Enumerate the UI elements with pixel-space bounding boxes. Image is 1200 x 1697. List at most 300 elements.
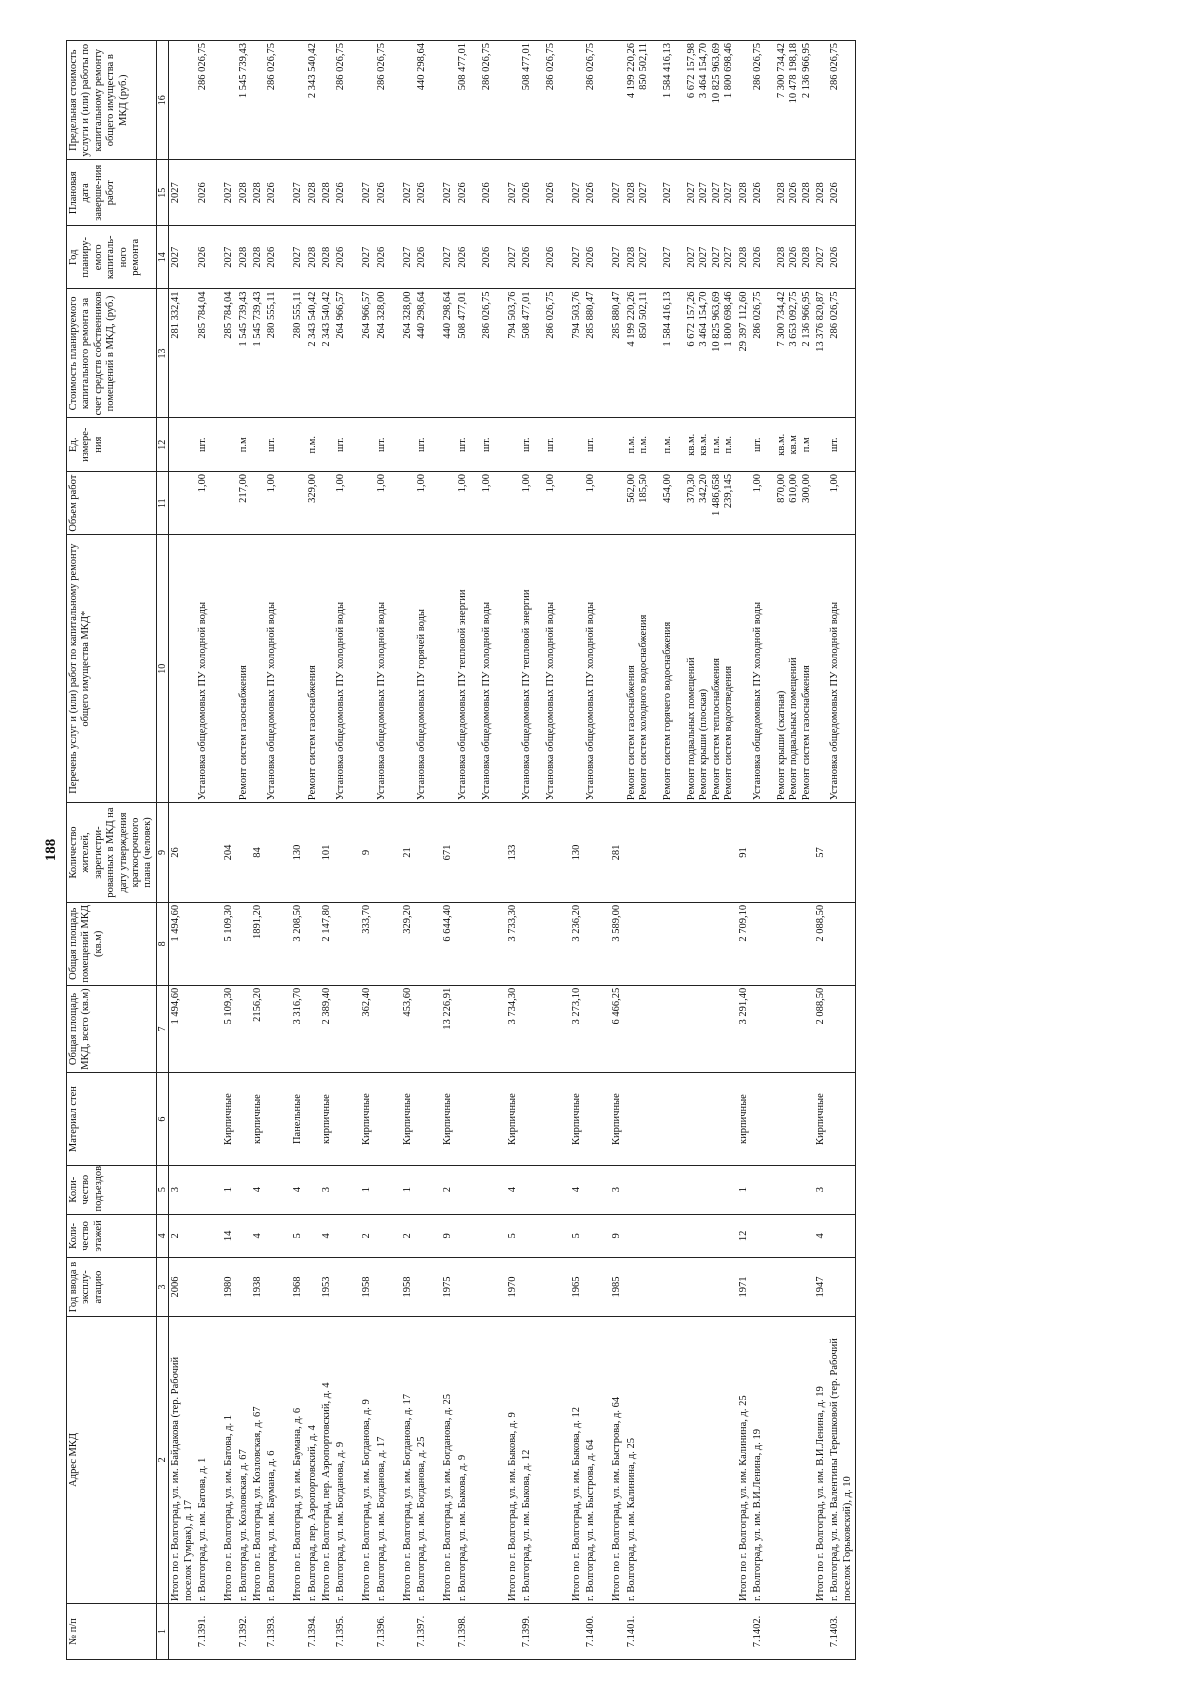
work-unit: шт. [520, 437, 532, 452]
work-name-cell [251, 535, 265, 803]
work-volume-cell [320, 472, 334, 535]
max-cost: 286 026,75 [197, 43, 209, 91]
row-number: 7.1402. [751, 1604, 814, 1660]
completion-date: 2028 [321, 182, 333, 204]
completion-date: 2026 [520, 182, 532, 204]
work-cost: 285 880,47 [585, 291, 597, 339]
completion-date: 2028 [737, 182, 749, 204]
address-cell: Итого по г. Волгоград, ул. Козловская, д. 67 [251, 1316, 265, 1603]
work-cost: 440 298,64 [442, 291, 454, 339]
premises-area-cell [625, 902, 737, 985]
floors-cell [584, 1214, 610, 1258]
work-cost: 264 328,00 [375, 291, 387, 339]
year-built-cell [456, 1258, 506, 1316]
max-cost: 286 026,75 [829, 43, 841, 91]
work-unit-cell [306, 418, 320, 472]
total-area-cell [828, 985, 855, 1073]
table-body [169, 41, 856, 1660]
table-row-total [570, 41, 584, 1660]
max-cost-cell [320, 41, 334, 160]
max-cost: 4 199 220,26 [625, 43, 637, 99]
repair-year: 2027 [442, 246, 454, 268]
completion-date: 2026 [585, 182, 597, 204]
work-name: Установка общедомовых ПУ холодной воды [335, 601, 347, 801]
column-header: Адрес МКД [67, 1316, 157, 1603]
work-volume: 1,00 [585, 474, 597, 493]
total-area-cell [456, 985, 506, 1073]
wall-material-cell [375, 1073, 401, 1166]
repair-year: 2027 [506, 246, 518, 268]
completion-date-cell [401, 160, 415, 226]
work-volume-cell [360, 472, 374, 535]
wall-material-cell [306, 1073, 320, 1166]
premises-area-cell [828, 902, 855, 985]
repair-year: 2027 [570, 246, 582, 268]
work-name-cell [265, 535, 291, 803]
work-unit-cell [237, 418, 251, 472]
row-number: 7.1396. [375, 1604, 401, 1660]
row-number [610, 1604, 624, 1660]
completion-date: 2028 [800, 182, 812, 204]
premises-area-cell [306, 902, 320, 985]
work-volume: 1,00 [544, 474, 556, 493]
completion-date-cell [265, 160, 291, 226]
work-cost: 7 300 734,42 [775, 291, 787, 347]
completion-date-cell [814, 160, 828, 226]
work-volume: 1,00 [266, 474, 278, 493]
work-volume: 1,00 [375, 474, 387, 493]
row-number: 7.1401. [625, 1604, 737, 1660]
work-cost-cell [291, 289, 305, 418]
year-built-cell [584, 1258, 610, 1316]
wall-material-cell: Кирпичные [814, 1073, 828, 1166]
completion-date: 2028 [815, 182, 827, 204]
work-name: Ремонт крыши (скатная) [775, 690, 787, 801]
max-cost: 1 800 698,46 [723, 43, 735, 99]
work-volume-cell [415, 472, 441, 535]
work-unit-cell [196, 418, 222, 472]
completion-date: 2027 [223, 182, 235, 204]
completion-date-cell [415, 160, 441, 226]
max-cost-cell [737, 41, 751, 160]
completion-date-cell [520, 160, 570, 226]
work-cost-cell [441, 289, 455, 418]
work-unit-cell [320, 418, 334, 472]
total-area-cell: 3 734,30 [506, 985, 520, 1073]
year-built-cell: 1975 [441, 1258, 455, 1316]
completion-date: 2027 [506, 182, 518, 204]
entrances-cell [306, 1165, 320, 1214]
max-cost: 286 026,75 [544, 43, 556, 91]
max-cost: 6 672 157,98 [686, 43, 698, 99]
work-cost: 2 136 966,95 [800, 291, 812, 347]
max-cost-cell [441, 41, 455, 160]
floors-cell [375, 1214, 401, 1258]
completion-date: 2028 [775, 182, 787, 204]
year-built-cell [415, 1258, 441, 1316]
completion-date-cell [196, 160, 222, 226]
row-number [737, 1604, 751, 1660]
work-cost-cell [584, 289, 610, 418]
residents-cell [625, 803, 737, 903]
repair-year-cell [751, 226, 814, 289]
repair-year: 2027 [662, 246, 674, 268]
max-cost: 1 545 739,43 [237, 43, 249, 99]
entrances-cell [828, 1165, 855, 1214]
floors-cell: 4 [251, 1214, 265, 1258]
year-built-cell: 1965 [570, 1258, 584, 1316]
address-cell: Итого по г. Волгоград, ул. им. Богданова, д. 17 [401, 1316, 415, 1603]
column-number: 15 [156, 160, 169, 226]
column-number: 1 [156, 1604, 169, 1660]
wall-material-cell [520, 1073, 570, 1166]
max-cost: 850 502,11 [638, 43, 650, 90]
max-cost-cell [610, 41, 624, 160]
work-unit-cell [291, 418, 305, 472]
work-unit: п.м. [723, 435, 735, 454]
total-area-cell: 3 291,40 [737, 985, 751, 1073]
work-unit: кв.м. [775, 433, 787, 456]
address-cell: Итого по г. Волгоград, ул. им. Баумана, д. 6 [291, 1316, 305, 1603]
completion-date-cell [584, 160, 610, 226]
address-cell: г. Волгоград, ул. им. Быкова, д. 9 [456, 1316, 506, 1603]
work-volume-cell [222, 472, 236, 535]
work-cost-cell [625, 289, 737, 418]
entrances-cell: 1 [737, 1165, 751, 1214]
work-unit: шт. [829, 437, 841, 452]
completion-date: 2027 [442, 182, 454, 204]
row-number: 7.1403. [828, 1604, 855, 1660]
max-cost-cell [814, 41, 828, 160]
total-area-cell: 13 226,91 [441, 985, 455, 1073]
total-area-cell [334, 985, 360, 1073]
address-cell: г. Волгоград, ул. им. Калинина, д. 25 [625, 1316, 737, 1603]
work-cost: 286 026,75 [829, 291, 841, 339]
work-volume: 610,00 [788, 474, 800, 503]
repair-year-cell [625, 226, 737, 289]
work-volume-cell [584, 472, 610, 535]
table-row-total [360, 41, 374, 1660]
completion-date-cell [441, 160, 455, 226]
work-unit: п.м. [625, 435, 637, 454]
entrances-cell: 3 [610, 1165, 624, 1214]
work-cost: 280 555,11 [292, 291, 304, 339]
work-unit: шт. [585, 437, 597, 452]
entrances-cell [334, 1165, 360, 1214]
completion-date: 2026 [544, 182, 556, 204]
column-header: Коли-чество подъездов [67, 1165, 157, 1214]
total-area-cell [306, 985, 320, 1073]
repair-year: 2027 [611, 246, 623, 268]
work-volume: 454,00 [662, 474, 674, 503]
year-built-cell [625, 1258, 737, 1316]
address-cell: г. Волгоград, ул. им. Богданова, д. 17 [375, 1316, 401, 1603]
completion-date-cell [625, 160, 737, 226]
repair-year-cell [828, 226, 855, 289]
wall-material-cell [196, 1073, 222, 1166]
max-cost: 286 026,75 [335, 43, 347, 91]
total-area-cell [237, 985, 251, 1073]
completion-date-cell [360, 160, 374, 226]
completion-date-cell [320, 160, 334, 226]
work-unit-cell [751, 418, 814, 472]
work-volume-cell [306, 472, 320, 535]
floors-cell: 2 [401, 1214, 415, 1258]
repair-year-cell [169, 226, 196, 289]
work-unit-cell [737, 418, 751, 472]
work-volume-cell [169, 472, 196, 535]
repair-year-cell [306, 226, 320, 289]
work-name-cell [222, 535, 236, 803]
work-volume-cell [520, 472, 570, 535]
work-volume: 300,00 [800, 474, 812, 503]
work-cost: 29 397 112,60 [737, 291, 749, 352]
work-name: Ремонт подвальных помещений [788, 657, 800, 801]
work-volume-cell [506, 472, 520, 535]
table-row-item [625, 41, 737, 1660]
address-cell: Итого по г. Волгоград, ул. им. Калинина, д. 25 [737, 1316, 751, 1603]
work-volume-cell [441, 472, 455, 535]
max-cost-cell [570, 41, 584, 160]
work-name-cell [737, 535, 751, 803]
residents-cell: 130 [291, 803, 305, 903]
work-unit: п.м [800, 437, 812, 453]
repair-year-cell [265, 226, 291, 289]
floors-cell [751, 1214, 814, 1258]
work-name: Установка общедомовых ПУ горячей воды [416, 609, 428, 801]
max-cost-cell [401, 41, 415, 160]
work-cost: 3 653 092,75 [788, 291, 800, 347]
work-volume: 1,00 [751, 474, 763, 493]
address-cell: г. Волгоград, ул. Козловская, д. 67 [237, 1316, 251, 1603]
work-volume-cell [375, 472, 401, 535]
repair-year-cell [570, 226, 584, 289]
max-cost-cell [237, 41, 251, 160]
max-cost: 10 825 963,69 [710, 43, 722, 104]
max-cost-cell [360, 41, 374, 160]
work-cost-cell [610, 289, 624, 418]
repair-year-cell [222, 226, 236, 289]
year-built-cell [751, 1258, 814, 1316]
total-area-cell: 2 389,40 [320, 985, 334, 1073]
repair-year-cell [456, 226, 506, 289]
work-volume: 239,145 [723, 474, 735, 509]
entrances-cell [456, 1165, 506, 1214]
address-cell: г. Волгоград, ул. им. Быстрова, д. 64 [584, 1316, 610, 1603]
work-cost-cell [222, 289, 236, 418]
completion-date: 2028 [251, 182, 263, 204]
wall-material-cell: Кирпичные [506, 1073, 520, 1166]
total-area-cell [375, 985, 401, 1073]
total-area-cell: 362,40 [360, 985, 374, 1073]
completion-date: 2026 [456, 182, 468, 204]
work-unit-cell [415, 418, 441, 472]
table-row-item [196, 41, 222, 1660]
work-name: Ремонт подвальных помещений [686, 657, 698, 801]
column-header: Перечень услуг и (или) работ по капитальному ремонту общего имущества МКД* [67, 535, 157, 803]
work-volume: 1,00 [416, 474, 428, 493]
work-unit: п.м. [710, 435, 722, 454]
residents-cell: 130 [570, 803, 584, 903]
total-area-cell: 1 494,60 [169, 985, 196, 1073]
work-volume: 562,00 [625, 474, 637, 503]
repair-year: 2026 [375, 246, 387, 268]
row-number: 7.1391. [196, 1604, 222, 1660]
completion-date-cell [169, 160, 196, 226]
work-cost-cell [751, 289, 814, 418]
work-unit: п.м. [638, 435, 650, 454]
max-cost-cell [251, 41, 265, 160]
wall-material-cell: Кирпичные [360, 1073, 374, 1166]
work-unit: п.м. [306, 435, 318, 454]
row-number [506, 1604, 520, 1660]
year-built-cell: 1985 [610, 1258, 624, 1316]
work-cost-cell [237, 289, 251, 418]
max-cost: 2 136 966,95 [800, 43, 812, 99]
address-cell: г. Волгоград, ул. им. Батова, д. 1 [196, 1316, 222, 1603]
work-unit-cell [456, 418, 506, 472]
work-volume: 1,00 [480, 474, 492, 493]
work-cost-cell [814, 289, 828, 418]
repair-year: 2026 [480, 246, 492, 268]
work-volume-cell [334, 472, 360, 535]
address-cell: Итого по г. Волгоград, ул. им. Быстрова, д. 64 [610, 1316, 624, 1603]
premises-area-cell: 6 644,40 [441, 902, 455, 985]
rotated-page [40, 40, 1160, 1660]
work-cost-cell [570, 289, 584, 418]
column-header: Общая площадь помещений МКД (кв.м) [67, 902, 157, 985]
work-cost: 6 672 157,26 [686, 291, 698, 347]
work-unit: кв.м. [698, 433, 710, 456]
work-volume-cell [610, 472, 624, 535]
completion-date-cell [251, 160, 265, 226]
residents-cell: 671 [441, 803, 455, 903]
work-cost-cell [265, 289, 291, 418]
wall-material-cell: кирпичные [320, 1073, 334, 1166]
work-unit: шт. [416, 437, 428, 452]
entrances-cell [415, 1165, 441, 1214]
work-name: Установка общедомовых ПУ тепловой энергии [456, 589, 468, 801]
work-unit-cell [520, 418, 570, 472]
table-row-item [751, 41, 814, 1660]
repair-year-cell [375, 226, 401, 289]
work-name: Установка общедомовых ПУ холодной воды [375, 601, 387, 801]
address-cell: г. Волгоград, пер. Аэропортовский, д. 4 [306, 1316, 320, 1603]
repair-year: 2027 [401, 246, 413, 268]
max-cost-cell [169, 41, 196, 160]
wall-material-cell [334, 1073, 360, 1166]
column-number: 2 [156, 1316, 169, 1603]
column-number: 9 [156, 803, 169, 903]
total-area-cell [265, 985, 291, 1073]
residents-cell [584, 803, 610, 903]
work-name-cell [814, 535, 828, 803]
year-built-cell [334, 1258, 360, 1316]
residents-cell: 21 [401, 803, 415, 903]
work-unit: шт. [480, 437, 492, 452]
address-cell: Итого по г. Волгоград, ул. им. Богданова, д. 25 [441, 1316, 455, 1603]
year-built-cell: 1980 [222, 1258, 236, 1316]
entrances-cell [196, 1165, 222, 1214]
work-cost: 1 545 739,43 [251, 291, 263, 347]
work-cost: 286 026,75 [480, 291, 492, 339]
repair-year: 2027 [361, 246, 373, 268]
repair-year: 2028 [306, 246, 318, 268]
row-number [251, 1604, 265, 1660]
work-volume-cell [196, 472, 222, 535]
work-name-cell [169, 535, 196, 803]
repair-year-cell [237, 226, 251, 289]
year-built-cell: 1947 [814, 1258, 828, 1316]
repair-year-cell [441, 226, 455, 289]
column-header: Предельная стоимость услуги и (или) работы по капитальному ремонту общего имущества в МКД (руб.) [67, 41, 157, 160]
address-cell: г. Волгоград, ул. им. Быкова, д. 12 [520, 1316, 570, 1603]
repair-year-cell [814, 226, 828, 289]
max-cost-cell [265, 41, 291, 160]
residents-cell [828, 803, 855, 903]
premises-area-cell: 329,20 [401, 902, 415, 985]
total-area-cell [584, 985, 610, 1073]
residents-cell [196, 803, 222, 903]
total-area-cell [520, 985, 570, 1073]
year-built-cell: 1971 [737, 1258, 751, 1316]
work-unit: п.м. [662, 435, 674, 454]
work-unit-cell [625, 418, 737, 472]
premises-area-cell [237, 902, 251, 985]
work-name: Ремонт систем газоснабжения [237, 665, 249, 801]
work-name-cell [375, 535, 401, 803]
year-built-cell [828, 1258, 855, 1316]
total-area-cell: 6 466,25 [610, 985, 624, 1073]
total-area-cell: 3 273,10 [570, 985, 584, 1073]
repair-year-cell [320, 226, 334, 289]
work-cost-cell [169, 289, 196, 418]
work-cost: 1 545 739,43 [237, 291, 249, 347]
year-built-cell: 1970 [506, 1258, 520, 1316]
repair-year-cell [415, 226, 441, 289]
work-cost: 3 464 154,70 [698, 291, 710, 347]
max-cost-cell [828, 41, 855, 160]
floors-cell: 4 [814, 1214, 828, 1258]
work-name-cell [196, 535, 222, 803]
residents-cell [265, 803, 291, 903]
work-unit-cell [814, 418, 828, 472]
residents-cell [456, 803, 506, 903]
repair-year: 2026 [266, 246, 278, 268]
work-cost: 285 784,04 [223, 291, 235, 339]
residents-cell [237, 803, 251, 903]
column-header: Общая площадь МКД, всего (кв.м) [67, 985, 157, 1073]
premises-area-cell [520, 902, 570, 985]
work-name-cell [610, 535, 624, 803]
table-row-total [320, 41, 334, 1660]
table-row-item [828, 41, 855, 1660]
residents-cell: 84 [251, 803, 265, 903]
wall-material-cell [584, 1073, 610, 1166]
work-unit-cell [360, 418, 374, 472]
work-cost: 1 800 698,46 [723, 291, 735, 347]
premises-area-cell: 3 589,00 [610, 902, 624, 985]
work-name: Установка общедомовых ПУ холодной воды [480, 601, 492, 801]
work-name: Ремонт систем газоснабжения [800, 665, 812, 801]
table-row-total [610, 41, 624, 1660]
residents-cell: 91 [737, 803, 751, 903]
work-name-cell [441, 535, 455, 803]
year-built-cell [196, 1258, 222, 1316]
work-unit-cell [401, 418, 415, 472]
work-cost-cell [334, 289, 360, 418]
completion-date: 2027 [698, 182, 710, 204]
